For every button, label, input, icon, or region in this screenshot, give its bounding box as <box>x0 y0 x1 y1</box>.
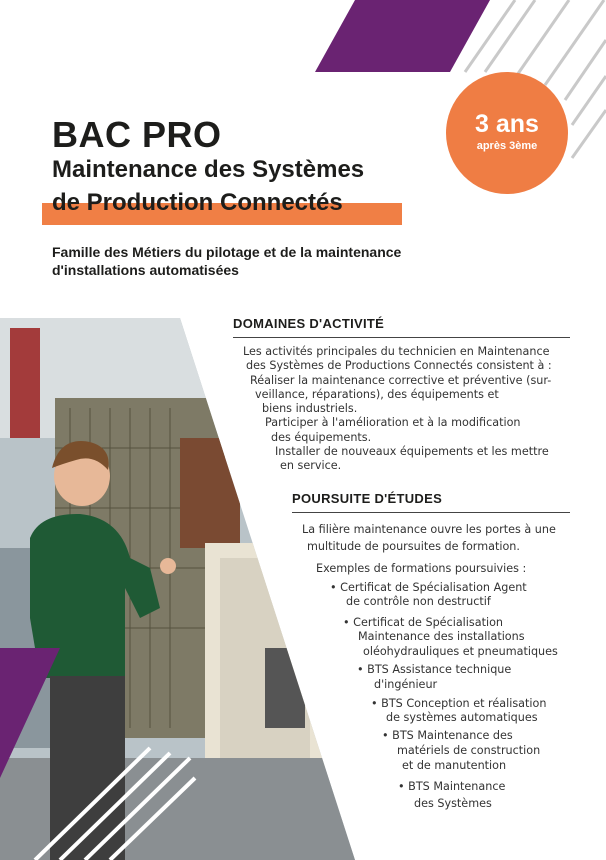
poursuite-intro: multitude de poursuites de formation. <box>307 540 520 553</box>
formation-item-line: Certificat de Spécialisation Agent <box>340 581 527 594</box>
domaines-line: en service. <box>280 459 342 472</box>
formation-item-line: matériels de construction <box>397 744 541 757</box>
formation-item-line: de contrôle non destructif <box>346 595 491 608</box>
family-line2: d'installations automatisées <box>52 262 239 278</box>
poursuite-title: POURSUITE D'ÉTUDES <box>292 491 443 506</box>
formation-item-line: de systèmes automatiques <box>386 711 538 724</box>
formation-item-line: oléohydrauliques et pneumatiques <box>363 645 558 658</box>
poursuite-intro: La filière maintenance ouvre les portes à une <box>302 523 556 536</box>
formation-item: • BTS Conception et réalisation <box>371 697 547 710</box>
formation-item-line: et de manutention <box>402 759 507 772</box>
poursuite-rule <box>292 512 570 513</box>
domaines-title: DOMAINES D'ACTIVITÉ <box>233 316 385 331</box>
duration-after-text: après 3ème <box>476 140 538 152</box>
domaines-line: des Systèmes de Productions Connectés consistent à : <box>246 359 552 372</box>
domaines-rule <box>233 337 570 338</box>
formation-item-line: d'ingénieur <box>374 678 438 691</box>
formation-item-line: Certificat de Spécialisation <box>353 616 504 629</box>
duration-text: 3 ans <box>475 110 539 138</box>
formation-item: • Certificat de Spécialisation <box>343 616 504 629</box>
duration-badge <box>446 72 568 194</box>
formation-item: • BTS Maintenance <box>398 780 506 793</box>
formation-item-line: BTS Assistance technique <box>367 663 512 676</box>
domaines-line: Installer de nouveaux équipements et les mettre <box>275 445 549 458</box>
page-title: BAC PRO <box>52 114 222 155</box>
family-line1: Famille des Métiers du pilotage et de la maintenance <box>52 244 402 260</box>
formation-item-line: des Systèmes <box>414 797 492 810</box>
formation-item: • Certificat de Spécialisation Agent <box>330 581 527 594</box>
formation-item: • BTS Maintenance des <box>382 729 513 742</box>
domaines-line: des équipements. <box>271 431 372 444</box>
formation-item-line: BTS Maintenance des <box>392 729 513 742</box>
page-subtitle-line1: Maintenance des Systèmes <box>52 156 365 183</box>
formation-item-line: BTS Conception et réalisation <box>381 697 547 710</box>
family-text <box>52 243 472 279</box>
domaines-line: biens industriels. <box>262 402 358 415</box>
domaines-line: Les activités principales du technicien en Maintenance <box>243 345 550 358</box>
formation-item: • BTS Assistance technique <box>357 663 512 676</box>
purple-shape <box>315 0 490 72</box>
formation-item-line: BTS Maintenance <box>408 780 506 793</box>
poursuite-examples-label: Exemples de formations poursuivies : <box>316 562 527 575</box>
page-subtitle-line2: de Production Connectés <box>52 189 343 216</box>
formation-item-line: Maintenance des installations <box>358 630 525 643</box>
domaines-line: Réaliser la maintenance corrective et préventive (sur- <box>250 374 552 387</box>
domaines-line: Participer à l'amélioration et à la modification <box>265 416 521 429</box>
domaines-line: veillance, réparations), des équipements et <box>255 388 499 401</box>
